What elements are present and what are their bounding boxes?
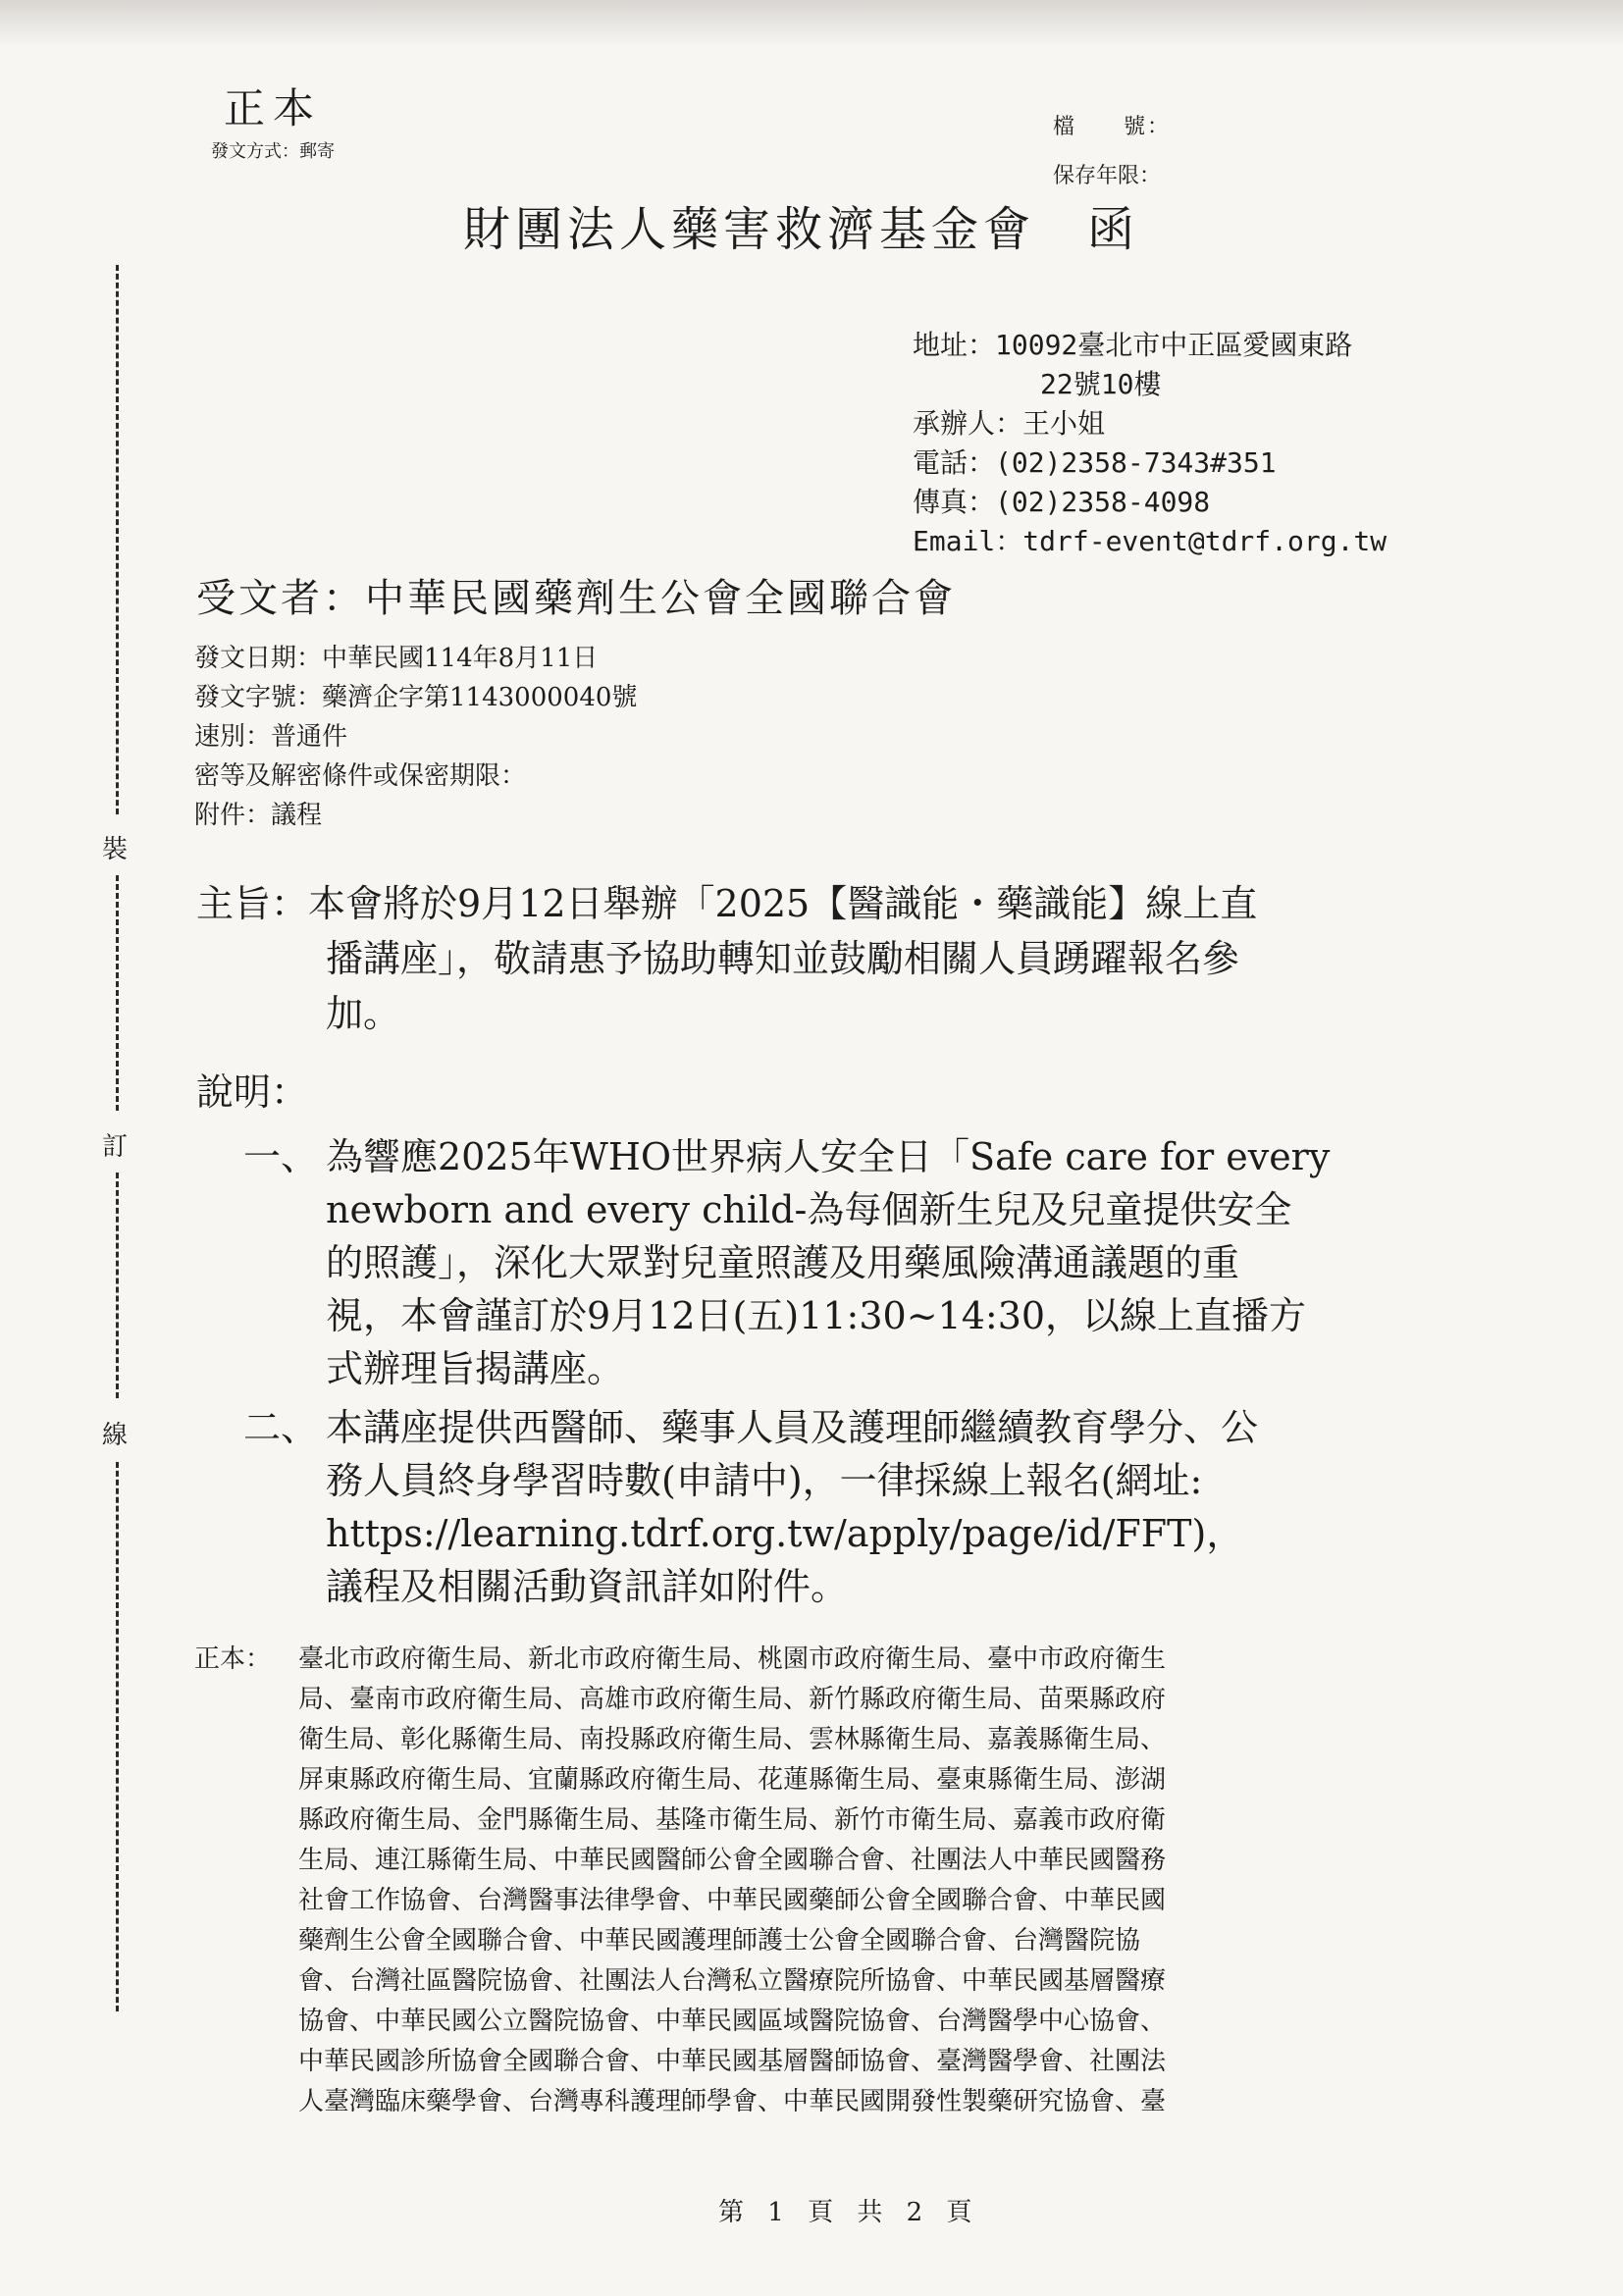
document-title: 財團法人藥害救濟基金會 函 [463,202,1140,257]
address-line1: 地址：10092臺北市中正區愛國東路 [913,329,1353,361]
item1-line1: 為響應2025年WHO世界病人安全日「Safe care for every [326,1135,1331,1178]
binding-line-bottom [116,1462,119,2011]
cc-line: 人臺灣臨床藥學會、台灣專科護理師學會、中華民國開發性製藥研究協會、臺 [298,2087,1167,2116]
item1-line4: 視，本會謹訂於9月12日(五)11:30~14:30，以線上直播方 [326,1294,1307,1337]
issue-date: 發文日期：中華民國114年8月11日 [194,644,599,673]
cc-line: 生局、連江縣衛生局、中華民國醫師公會全國聯合會、社團法人中華民國醫務 [298,1846,1167,1875]
handler: 承辦人：王小姐 [913,407,1106,440]
scan-edge [0,0,1623,47]
cc-line: 衛生局、彰化縣衛生局、南投縣政府衛生局、雲林縣衛生局、嘉義縣衛生局、 [298,1725,1167,1754]
binding-char-xian: 線 [102,1421,129,1450]
cc-line: 中華民國診所協會全國聯合會、中華民國基層醫師協會、臺灣醫學會、社團法 [298,2047,1167,2076]
cc-line: 藥劑生公會全國聯合會、中華民國護理師護士公會全國聯合會、台灣醫院協 [298,1926,1141,1956]
explanation-label: 說明： [196,1070,309,1114]
document-number: 發文字號：藥濟企字第1143000040號 [194,683,638,712]
item1-line2: newborn and every child-為每個新生兒及兒童提供安全 [326,1188,1292,1231]
confidentiality: 密等及解密條件或保密期限： [194,761,527,791]
item2-line2: 務人員終身學習時數(申請中)，一律採線上報名(網址: [326,1459,1203,1502]
cc-line: 縣政府衛生局、金門縣衛生局、基隆市衛生局、新竹市衛生局、嘉義市政府衛 [298,1805,1167,1835]
cc-line: 協會、中華民國公立醫院協會、中華民國區域醫院協會、台灣醫學中心協會、 [298,2007,1167,2036]
file-number-label: 檔 號： [1053,115,1172,139]
binding-char-ding: 訂 [102,1132,129,1162]
item1-number: 一、 [243,1135,319,1178]
copy-type: 正本 [224,84,323,132]
retention-label: 保存年限： [1053,164,1162,188]
binding-line-mid [116,875,119,1111]
item2-number: 二、 [243,1406,319,1449]
email: Email：tdrf-event@tdrf.org.tw [913,525,1387,557]
subject-line3: 加。 [326,992,401,1035]
item1-line3: 的照護」，深化大眾對兒童照護及用藥風險溝通議題的重 [326,1241,1240,1284]
phone: 電話：(02)2358-7343#351 [913,446,1277,479]
cc-line: 會、台灣社區醫院協會、社團法人台灣私立醫療院所協會、中華民國基層醫療 [298,1966,1167,1996]
cc-line: 社會工作協會、台灣醫事法律學會、中華民國藥師公會全國聯合會、中華民國 [298,1886,1167,1915]
subject-line2: 播講座」，敬請惠予協助轉知並鼓勵相關人員踴躍報名參 [326,937,1240,980]
item2-line1: 本講座提供西醫師、藥事人員及護理師繼續教育學分、公 [326,1406,1259,1449]
item1-line5: 式辦理旨揭講座。 [326,1347,625,1390]
binding-line-top [116,265,119,814]
item2-line4: 議程及相關活動資訊詳如附件。 [326,1565,849,1608]
recipient: 受文者：中華民國藥劑生公會全國聯合會 [196,576,956,621]
item2-line3-url: https://learning.tdrf.org.tw/apply/page/id/FFT)， [326,1512,1244,1555]
address-line2: 22號10樓 [1040,368,1162,400]
page-indicator: 第 1 頁 共 2 頁 [718,2198,980,2227]
binding-line-mid2 [116,1173,119,1398]
cc-line: 臺北市政府衛生局、新北市政府衛生局、桃園市政府衛生局、臺中市政府衛生 [298,1644,1167,1674]
attachment: 附件：議程 [194,801,323,830]
subject-line1: 主旨：本會將於9月12日舉辦「2025【醫識能・藥識能】線上直 [196,882,1258,925]
cc-line: 屏東縣政府衛生局、宜蘭縣政府衛生局、花蓮縣衛生局、臺東縣衛生局、澎湖 [298,1765,1167,1795]
speed: 速別：普通件 [194,722,348,752]
binding-char-zhuang: 裝 [102,835,129,864]
cc-label: 正本： [194,1644,272,1674]
send-method: 發文方式：郵寄 [211,141,335,162]
cc-line: 局、臺南市政府衛生局、高雄市政府衛生局、新竹縣政府衛生局、苗栗縣政府 [298,1685,1167,1714]
fax: 傳真：(02)2358-4098 [913,486,1211,518]
